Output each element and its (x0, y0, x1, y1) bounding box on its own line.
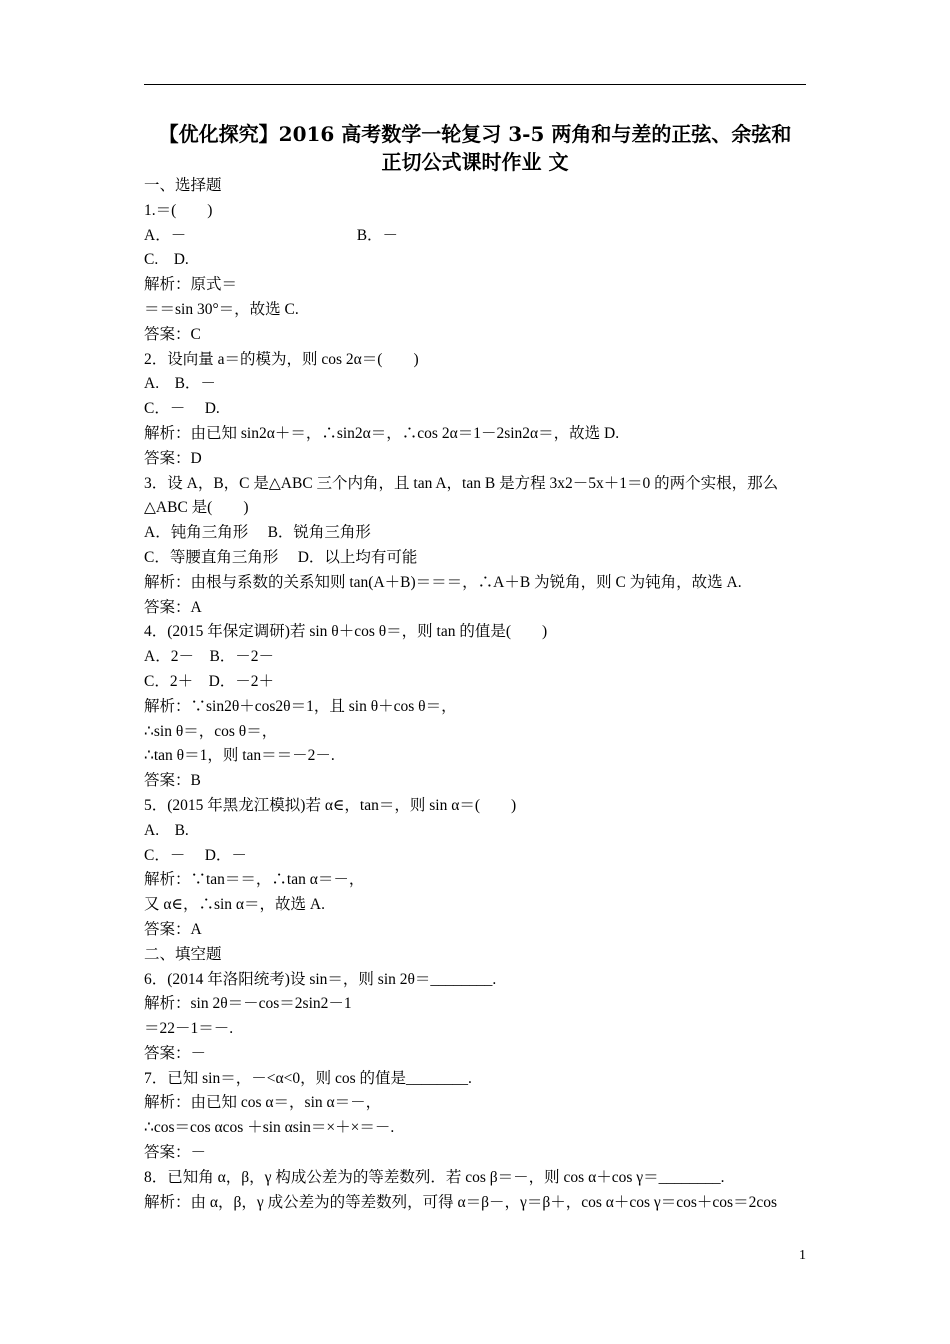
text-line: 答案：－ (144, 1044, 207, 1062)
text-line: 又 α∈，∴sin α＝，故选 A. (144, 896, 325, 914)
text-line: 解析：由已知 sin2α＋＝，∴sin2α＝，∴cos 2α＝1－2sin2α＝，故选 D. (144, 424, 620, 442)
text-line: 一、选择题 (144, 177, 222, 194)
text-line: 解析：原式＝ (144, 276, 238, 294)
text-line: 6．(2014 年洛阳统考)设 sin＝，则 sin 2θ＝________. (144, 970, 497, 988)
text-line: 解析：由已知 cos α＝，sin α＝－， (144, 1094, 382, 1112)
text-line: A．钝角三角形 B．锐角三角形 (144, 524, 371, 542)
text-line: ＝＝sin 30°＝，故选 C. (144, 300, 299, 318)
text-line: A．2－ B．－2－ (144, 648, 275, 666)
text-line: ＝22－1＝－. (144, 1020, 234, 1038)
text-line: C．等腰直角三角形 D．以上均有可能 (144, 548, 418, 566)
text-line: 答案：B (144, 772, 201, 790)
text-line: ∴tan θ＝1，则 tan＝＝－2－. (144, 747, 335, 765)
title-line-1: 【优化探究】2016 高考数学一轮复习 3-5 两角和与差的正弦、余弦和 (158, 122, 792, 146)
text-line: C．2＋ D．－2＋ (144, 672, 275, 690)
header-rule (144, 84, 806, 85)
text-line: 答案：A (144, 920, 202, 938)
text-line: 7．已知 sin＝，－<α<0，则 cos 的值是________. (144, 1069, 472, 1087)
text-line: 3．设 A，B，C 是△ABC 三个内角，且 tan A，tan B 是方程 3x2－5x＋1＝0 的两个实根，那么 (144, 474, 779, 492)
text-line: 解析：∵sin2θ＋cos2θ＝1，且 sin θ＋cos θ＝， (144, 697, 457, 715)
document-title (144, 120, 806, 176)
text-line: A．－ B．－ (144, 226, 399, 244)
document-body (144, 174, 814, 1215)
text-line: A. B．－ (144, 375, 216, 393)
text-line: A. B. (144, 821, 189, 839)
text-line: △ABC 是( ) (144, 499, 249, 517)
page-number: 1 (799, 1248, 806, 1263)
text-line: ∴sin θ＝，cos θ＝， (144, 722, 278, 740)
text-line: 8．已知角 α，β，γ 构成公差为的等差数列．若 cos β＝－，则 cos α＋cos γ＝________. (144, 1168, 725, 1186)
text-line: 二、填空题 (144, 945, 222, 963)
text-line: C．－ D. (144, 400, 220, 418)
text-line: ∴cos＝cos αcos ＋sin αsin＝×＋×＝－. (144, 1119, 395, 1137)
text-line: 解析：由 α，β，γ 成公差为的等差数列，可得 α＝β－，γ＝β＋，cos α＋cos γ＝cos＋cos＝2cos (144, 1193, 778, 1211)
text-line: 答案：C (144, 325, 201, 343)
text-line: 答案：－ (144, 1144, 207, 1162)
text-line: 4．(2015 年保定调研)若 sin θ＋cos θ＝，则 tan 的值是( ) (144, 623, 548, 641)
text-line: 答案：D (144, 449, 202, 467)
text-line: 答案：A (144, 598, 202, 616)
title-line-2: 正切公式课时作业 文 (381, 150, 569, 174)
text-line: 解析：∵tan＝＝，∴tan α＝－， (144, 871, 365, 889)
text-line: C. D. (144, 251, 189, 269)
text-line: C．－ D．－ (144, 846, 247, 864)
text-line: 1.＝( ) (144, 201, 213, 219)
text-line: 5．(2015 年黑龙江模拟)若 α∈，tan＝，则 sin α＝( ) (144, 796, 517, 814)
text-line: 解析：由根与系数的关系知则 tan(A＋B)＝＝＝，∴A＋B 为锐角，则 C 为钝角，故选 A. (144, 573, 742, 591)
text-line: 2．设向量 a＝的模为，则 cos 2α＝( ) (144, 350, 419, 368)
text-line: 解析：sin 2θ＝－cos＝2sin2－1 (144, 995, 352, 1013)
